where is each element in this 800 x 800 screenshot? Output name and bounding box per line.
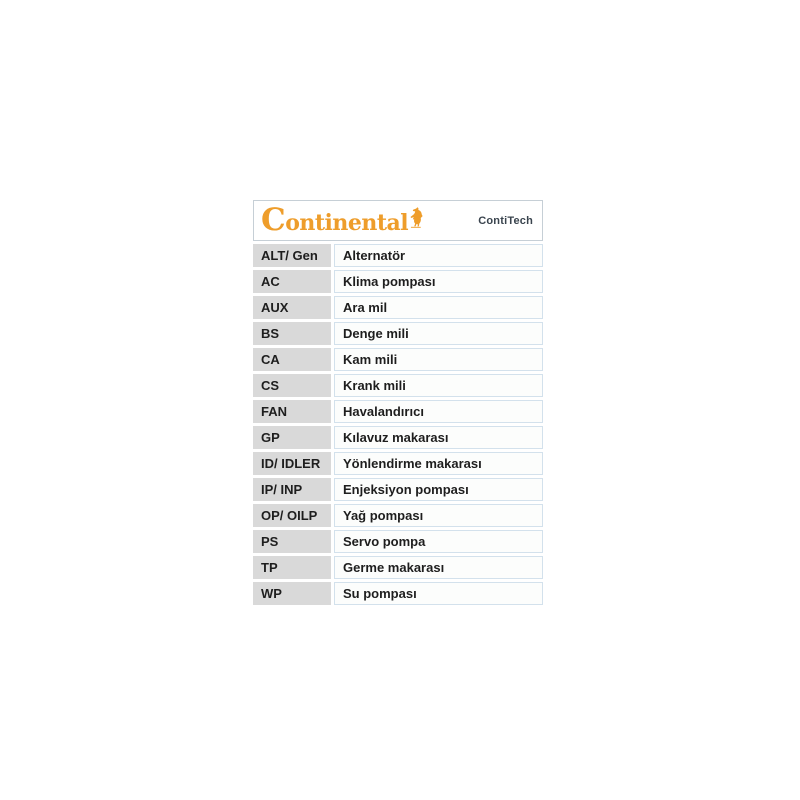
continental-wordmark: Continental xyxy=(261,202,409,238)
desc-cell: Alternatör xyxy=(334,244,543,267)
desc-cell: Kam mili xyxy=(334,348,543,371)
table-row xyxy=(253,530,543,553)
desc-cell: Su pompası xyxy=(334,582,543,605)
desc-cell: Yönlendirme makarası xyxy=(334,452,543,475)
abbr-cell: AC xyxy=(253,270,331,293)
desc-cell: Kılavuz makarası xyxy=(334,426,543,449)
abbr-cell: AUX xyxy=(253,296,331,319)
abbr-cell: TP xyxy=(253,556,331,579)
desc-cell: Krank mili xyxy=(334,374,543,397)
desc-cell: Denge mili xyxy=(334,322,543,345)
desc-cell: Germe makarası xyxy=(334,556,543,579)
desc-cell: Klima pompası xyxy=(334,270,543,293)
table-row xyxy=(253,504,543,527)
table-row xyxy=(253,452,543,475)
continental-logo xyxy=(261,202,424,238)
desc-cell: Yağ pompası xyxy=(334,504,543,527)
contitech-label: ContiTech xyxy=(478,214,533,227)
abbr-cell: OP/ OILP xyxy=(253,504,331,527)
abbr-cell: BS xyxy=(253,322,331,345)
desc-cell: Havalandırıcı xyxy=(334,400,543,423)
table-row xyxy=(253,582,543,605)
desc-cell: Servo pompa xyxy=(334,530,543,553)
table-row xyxy=(253,400,543,423)
table-row xyxy=(253,244,543,267)
table-row xyxy=(253,374,543,397)
desc-cell: Enjeksiyon pompası xyxy=(334,478,543,501)
table-row xyxy=(253,270,543,293)
abbreviation-legend-table xyxy=(253,200,543,608)
table-row xyxy=(253,322,543,345)
rearing-horse-icon xyxy=(410,206,424,229)
table-row xyxy=(253,348,543,371)
abbr-cell: IP/ INP xyxy=(253,478,331,501)
brand-header xyxy=(253,200,543,241)
abbr-cell: ALT/ Gen xyxy=(253,244,331,267)
table-row xyxy=(253,296,543,319)
table-row xyxy=(253,556,543,579)
table-row xyxy=(253,478,543,501)
abbr-cell: WP xyxy=(253,582,331,605)
abbr-cell: CA xyxy=(253,348,331,371)
abbr-cell: PS xyxy=(253,530,331,553)
abbr-cell: CS xyxy=(253,374,331,397)
abbr-cell: FAN xyxy=(253,400,331,423)
abbr-cell: GP xyxy=(253,426,331,449)
desc-cell: Ara mil xyxy=(334,296,543,319)
abbr-cell: ID/ IDLER xyxy=(253,452,331,475)
table-row xyxy=(253,426,543,449)
